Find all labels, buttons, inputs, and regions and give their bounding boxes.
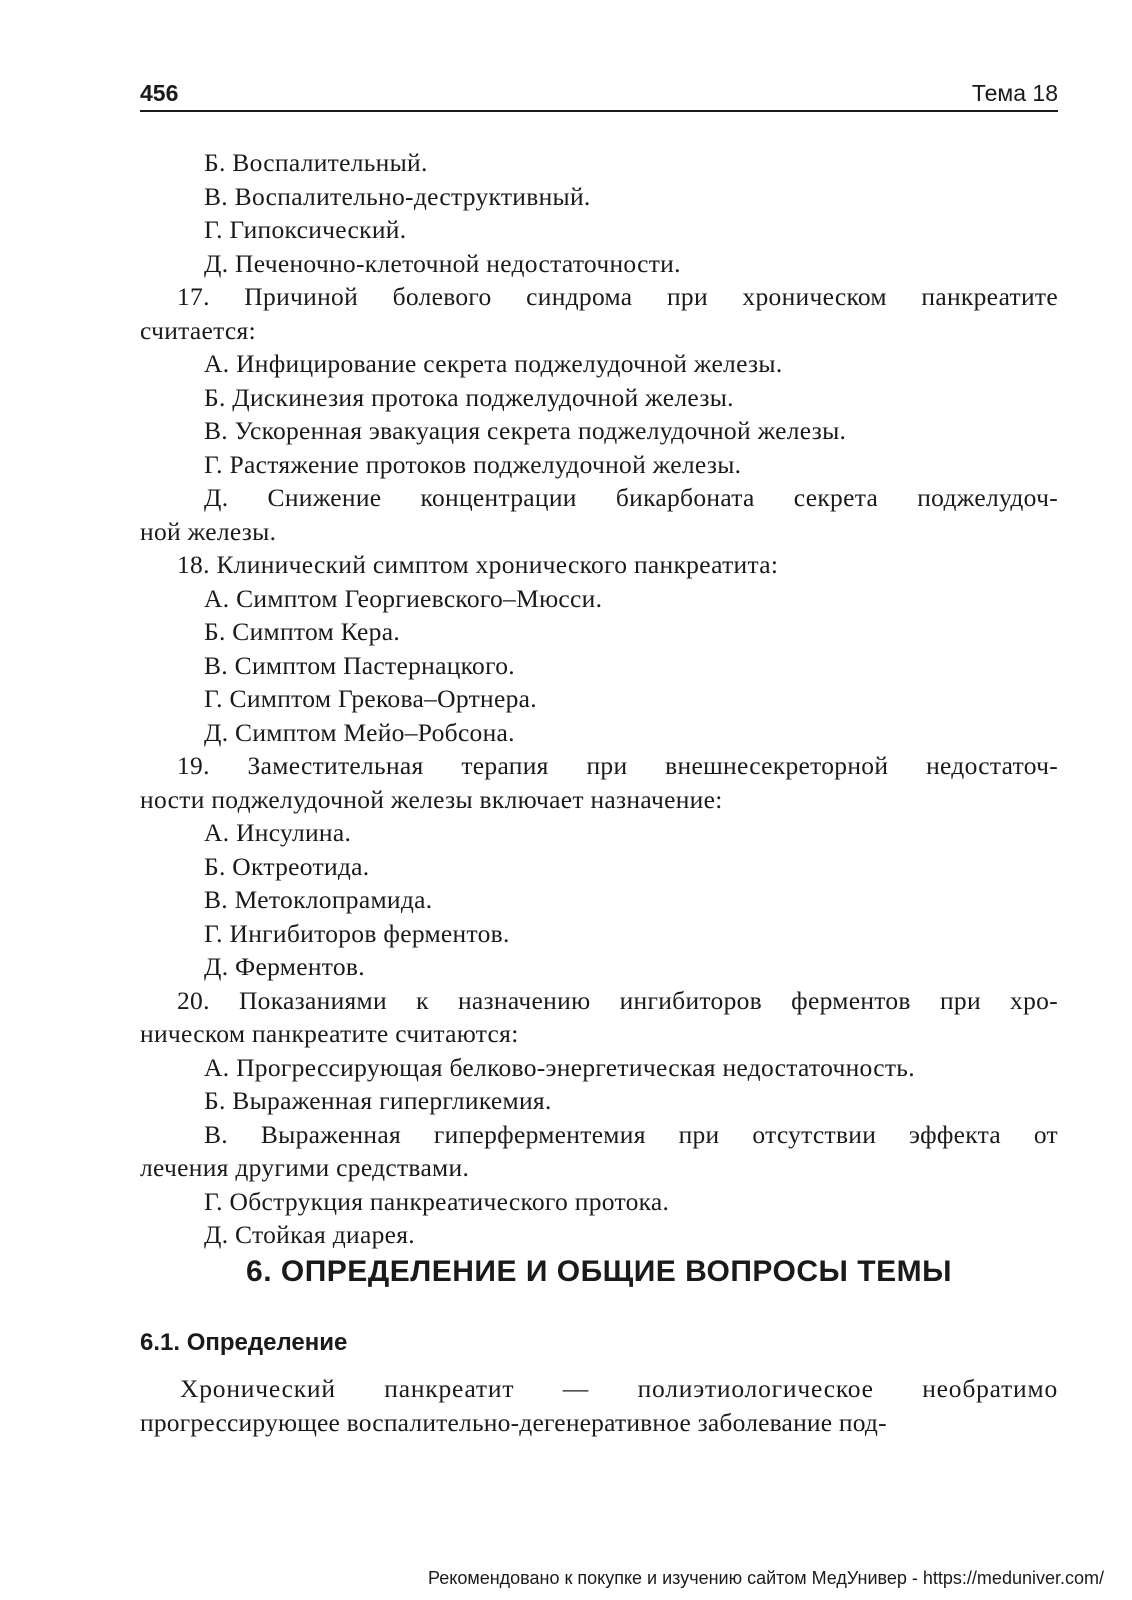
page-number: 456 [140,80,179,106]
q16-option-b: Б. Воспалительный. [204,148,428,177]
q20-option-v-line2: лечения другими средствами. [140,1153,470,1182]
q18-option-d: Д. Симптом Мейо–Робсона. [204,717,515,747]
q19-question-line1-wrap [140,749,1058,783]
q17-option-d-line2: ной железы. [140,516,277,546]
q17-question-text: 17. Причиной болевого синдрома при хроническом панкреатите [177,282,1058,311]
q20-option-v-line1-wrap [140,1118,1058,1152]
q20-option-v-line1: В. Выраженная гиперферментемия при отсутствии эффекта от [204,1119,1058,1149]
q16-option-d: Д. Печеночно-клеточной недостаточности. [204,248,681,278]
q20-option-b: Б. Выраженная гипергликемия. [204,1086,552,1115]
q17-question-line1 [140,280,1058,314]
q18-question: 18. Клинический симптом хронического панкреатита: [177,550,779,579]
q20-question-line2: ническом панкреатите считаются: [140,1019,519,1048]
q20-option-a: А. Прогрессирующая белково-энергетическая недостаточность. [204,1052,915,1082]
q16-option-g: Г. Гипоксический. [204,215,407,244]
q17-question-line2: считается: [140,315,256,345]
q19-question-line2: ности поджелудочной железы включает назначение: [140,784,723,814]
section-heading: 6. ОПРЕДЕЛЕНИЕ И ОБЩИЕ ВОПРОСЫ ТЕМЫ [246,1255,952,1288]
q17-option-g: Г. Растяжение протоков поджелудочной железы. [204,449,742,479]
q19-option-g: Г. Ингибиторов ферментов. [204,918,510,948]
q20-question-line1-wrap [140,984,1058,1018]
q20-question-line1: 20. Показаниями к назначению ингибиторов ферментов при хро- [177,985,1058,1015]
q17-option-v: В. Ускоренная эвакуация секрета поджелудочной железы. [204,416,847,445]
q19-question-line1: 19. Заместительная терапия при внешнесекреторной недостаточ- [177,751,1058,780]
q17-option-d-line1-wrap [140,481,1058,515]
q16-option-v: В. Воспалительно-деструктивный. [204,181,591,211]
q19-option-v: В. Метоклопрамида. [204,885,433,914]
q17-option-a: А. Инфицирование секрета поджелудочной железы. [204,349,783,378]
page-header [140,78,1058,112]
definition-paragraph [140,1372,1058,1440]
q19-option-a: А. Инсулина. [204,818,352,847]
q17-option-d-line1: Д. Снижение концентрации бикарбоната секрета поджелудоч- [204,483,1058,512]
q18-option-b: Б. Симптом Кера. [204,617,401,646]
subsection-heading: 6.1. Определение [140,1329,348,1356]
q20-option-d: Д. Стойкая диарея. [204,1220,415,1249]
q18-option-g: Г. Симптом Грекова–Ортнера. [204,684,537,713]
q19-option-d: Д. Ферментов. [204,952,365,981]
page-body [140,146,1058,1252]
q19-option-b: Б. Октреотида. [204,851,370,881]
q20-option-g: Г. Обструкция панкреатического протока. [204,1186,670,1216]
q18-option-v: В. Симптом Пастернацкого. [204,650,515,680]
q18-option-a: А. Симптом Георгиевского–Мюсси. [204,583,603,613]
running-head: Тема 18 [971,80,1058,106]
definition-line2: прогрессирующее воспалительно-дегенеративное заболевание под- [140,1408,887,1437]
definition-line1: Хронический панкреатит — полиэтиологическое необратимо [180,1374,1058,1403]
q17-option-b: Б. Дискинезия протока поджелудочной железы. [204,382,734,412]
footer-watermark: Рекомендовано к покупке и изучению сайтом МедУнивер - https://meduniver.com/ [428,1568,1104,1588]
